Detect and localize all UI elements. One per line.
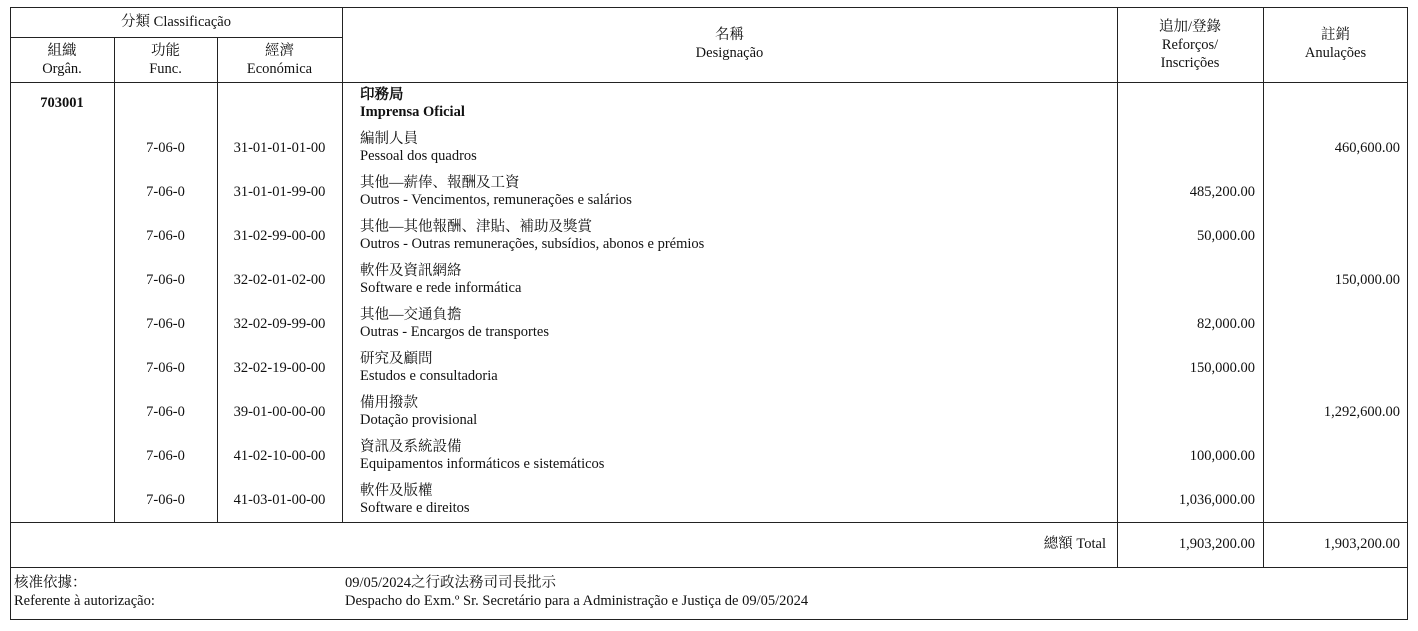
row-econ: 41-02-10-00-00 xyxy=(233,448,326,464)
entity-name-pt: Imprensa Oficial xyxy=(360,104,465,120)
row-func: 7-06-0 xyxy=(146,184,185,200)
header-anul-zh: 註銷 xyxy=(1321,27,1350,43)
total-anul: 1,903,200.00 xyxy=(1323,536,1400,552)
row-ref: 82,000.00 xyxy=(1197,316,1255,332)
row-zh: 其他—交通負擔 xyxy=(360,307,462,323)
row-pt: Estudos e consultadoria xyxy=(360,368,498,384)
row-econ: 39-01-00-00-00 xyxy=(233,404,326,420)
header-ref-zh: 追加/登錄 xyxy=(1158,19,1222,35)
row-econ: 32-02-09-99-00 xyxy=(233,316,326,332)
row-ref: 1,036,000.00 xyxy=(1178,492,1255,508)
total-ref: 1,903,200.00 xyxy=(1178,536,1255,552)
row-func: 7-06-0 xyxy=(146,272,185,288)
row-designation xyxy=(360,307,549,341)
table-border-bottom xyxy=(10,619,1408,620)
row-designation xyxy=(360,483,470,517)
row-zh: 備用撥款 xyxy=(360,395,418,411)
header-func-zh: 功能 xyxy=(151,43,180,59)
row-ref: 100,000.00 xyxy=(1189,448,1255,464)
row-pt: Outras - Encargos de transportes xyxy=(360,324,549,340)
row-anul: 150,000.00 xyxy=(1334,272,1400,288)
header-organ-zh: 組織 xyxy=(47,43,77,59)
header-desig-zh: 名稱 xyxy=(715,27,744,43)
row-pt: Dotação provisional xyxy=(360,412,478,428)
row-func: 7-06-0 xyxy=(146,316,185,332)
col-rule-3 xyxy=(342,7,343,523)
row-zh: 其他—薪俸、報酬及工資 xyxy=(360,175,520,191)
row-designation xyxy=(360,219,704,253)
header-divider xyxy=(10,37,342,38)
row-pt: Software e rede informática xyxy=(360,280,522,296)
row-zh: 編制人員 xyxy=(360,131,418,147)
row-designation xyxy=(360,131,477,165)
header-bottom-rule xyxy=(10,82,1408,83)
row-pt: Pessoal dos quadros xyxy=(360,148,477,164)
total-label: 總額 Total xyxy=(1043,536,1106,552)
row-econ: 31-01-01-01-00 xyxy=(233,140,326,156)
table-border-right xyxy=(1407,7,1408,620)
row-econ: 32-02-01-02-00 xyxy=(233,272,326,288)
row-func: 7-06-0 xyxy=(146,360,185,376)
row-func: 7-06-0 xyxy=(146,228,185,244)
row-func: 7-06-0 xyxy=(146,140,185,156)
row-pt: Outros - Vencimentos, remunerações e salários xyxy=(360,192,632,208)
row-designation xyxy=(360,395,477,429)
row-designation xyxy=(360,263,521,297)
row-ref: 485,200.00 xyxy=(1189,184,1255,200)
row-econ: 41-03-01-00-00 xyxy=(233,492,326,508)
row-anul: 460,600.00 xyxy=(1334,140,1400,156)
header-anul-pt: Anulações xyxy=(1304,45,1367,61)
footer-value-zh: 09/05/2024之行政法務司司長批示 xyxy=(345,575,557,591)
footer-label-zh: 核准依據： xyxy=(14,575,87,591)
header-ref-pt1: Reforços/ xyxy=(1161,37,1219,53)
header-organ-pt: Orgân. xyxy=(42,61,82,77)
col-rule-4 xyxy=(1117,7,1118,568)
row-designation xyxy=(360,351,498,385)
row-econ: 31-01-01-99-00 xyxy=(233,184,326,200)
table-border-top xyxy=(10,7,1408,8)
body-bottom-rule xyxy=(10,522,1408,523)
footer-label-pt: Referente à autorização: xyxy=(14,593,155,609)
header-econ-zh: 經濟 xyxy=(265,43,294,59)
row-anul: 1,292,600.00 xyxy=(1323,404,1400,420)
entity-designation xyxy=(360,87,465,121)
row-zh: 軟件及版權 xyxy=(360,483,433,499)
row-func: 7-06-0 xyxy=(146,448,185,464)
row-designation xyxy=(360,175,632,209)
budget-table xyxy=(10,7,1408,620)
row-ref: 150,000.00 xyxy=(1189,360,1255,376)
entity-code: 703001 xyxy=(40,95,84,111)
row-func: 7-06-0 xyxy=(146,404,185,420)
row-zh: 研究及顧問 xyxy=(360,351,433,367)
row-pt: Outros - Outras remunerações, subsídios, abonos e prémios xyxy=(360,236,705,252)
header-classificacao: 分類 Classificação xyxy=(121,14,231,30)
row-econ: 32-02-19-00-00 xyxy=(233,360,326,376)
header-ref-pt2: Inscrições xyxy=(1160,55,1220,71)
row-pt: Equipamentos informáticos e sistemáticos xyxy=(360,456,605,472)
total-bottom-rule xyxy=(10,567,1408,568)
row-zh: 資訊及系統設備 xyxy=(360,439,462,455)
header-func-pt: Func. xyxy=(149,61,182,77)
row-designation xyxy=(360,439,604,473)
row-pt: Software e direitos xyxy=(360,500,470,516)
row-zh: 軟件及資訊網絡 xyxy=(360,263,462,279)
row-zh: 其他—其他報酬、津貼、補助及獎賞 xyxy=(360,219,592,235)
row-func: 7-06-0 xyxy=(146,492,185,508)
footer-value-pt: Despacho do Exm.º Sr. Secretário para a Administração e Justiça de 09/05/2024 xyxy=(345,593,809,609)
header-econ-pt: Económica xyxy=(246,61,313,77)
row-econ: 31-02-99-00-00 xyxy=(233,228,326,244)
entity-name-zh: 印務局 xyxy=(360,87,404,103)
header-desig-pt: Designação xyxy=(695,45,764,61)
row-ref: 50,000.00 xyxy=(1197,228,1255,244)
